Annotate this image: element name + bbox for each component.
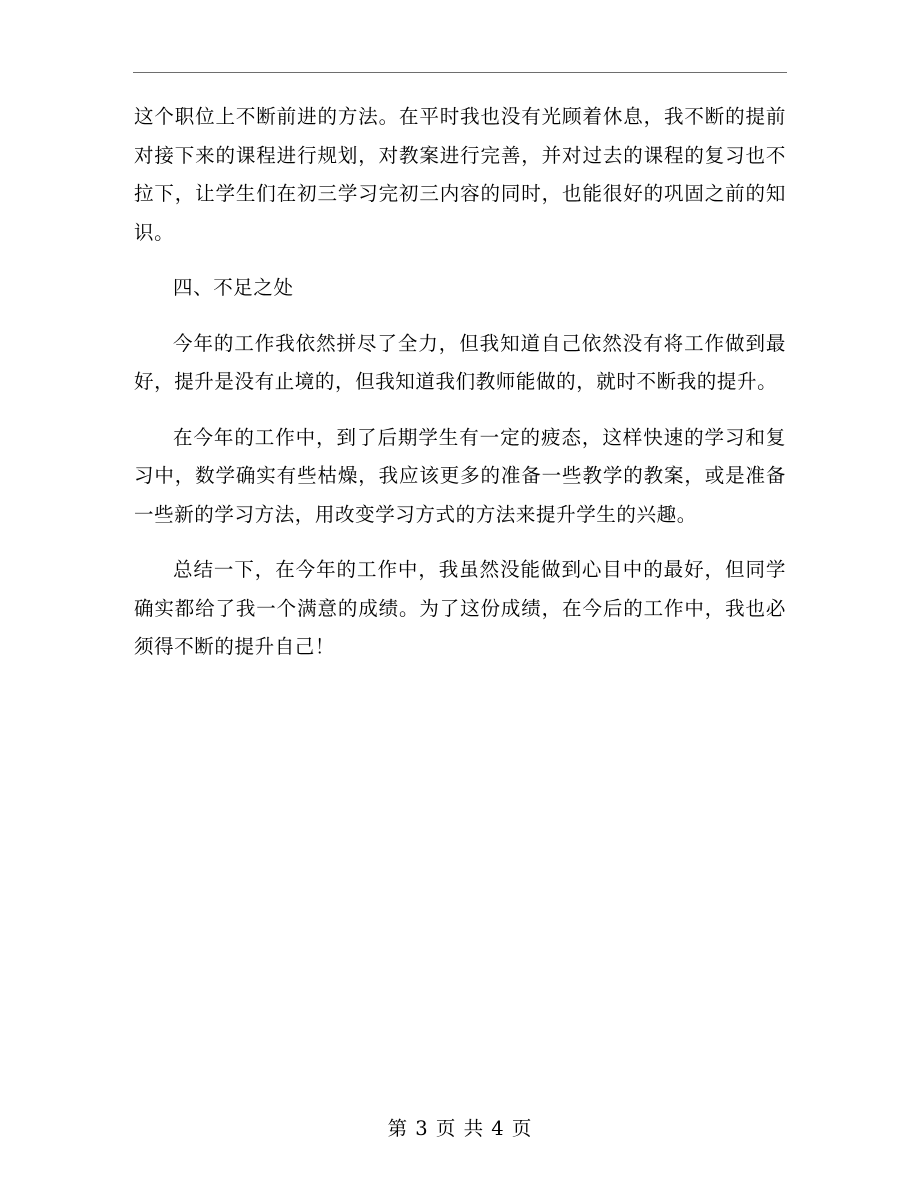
paragraph: 在今年的工作中，到了后期学生有一定的疲态，这样快速的学习和复习中，数学确实有些枯燥，我应该更多的准备一些教学的教案，或是准备一些新的学习方法，用改变学习方式的方法来提升学生的兴趣。	[134, 425, 786, 526]
paragraph: 今年的工作我依然拼尽了全力，但我知道自己依然没有将工作做到最好，提升是没有止境的，但我知道我们教师能做的，就时不断我的提升。	[134, 331, 786, 393]
document-body	[134, 98, 786, 684]
paragraph: 总结一下，在今年的工作中，我虽然没能做到心目中的最好，但同学确实都给了我一个满意的成绩。为了这份成绩，在今后的工作中，我也必须得不断的提升自己！	[134, 558, 786, 658]
page-number: 第 3 页 共 4 页	[387, 1117, 533, 1140]
header-rule	[133, 72, 787, 73]
section-heading: 四、不足之处	[173, 276, 294, 299]
paragraph-continuation: 这个职位上不断前进的方法。在平时我也没有光顾着休息，我不断的提前对接下来的课程进行规划，对教案进行完善，并对过去的课程的复习也不拉下，让学生们在初三学习完初三内容的同时，也能很好的巩固之前的知识。	[134, 105, 786, 244]
